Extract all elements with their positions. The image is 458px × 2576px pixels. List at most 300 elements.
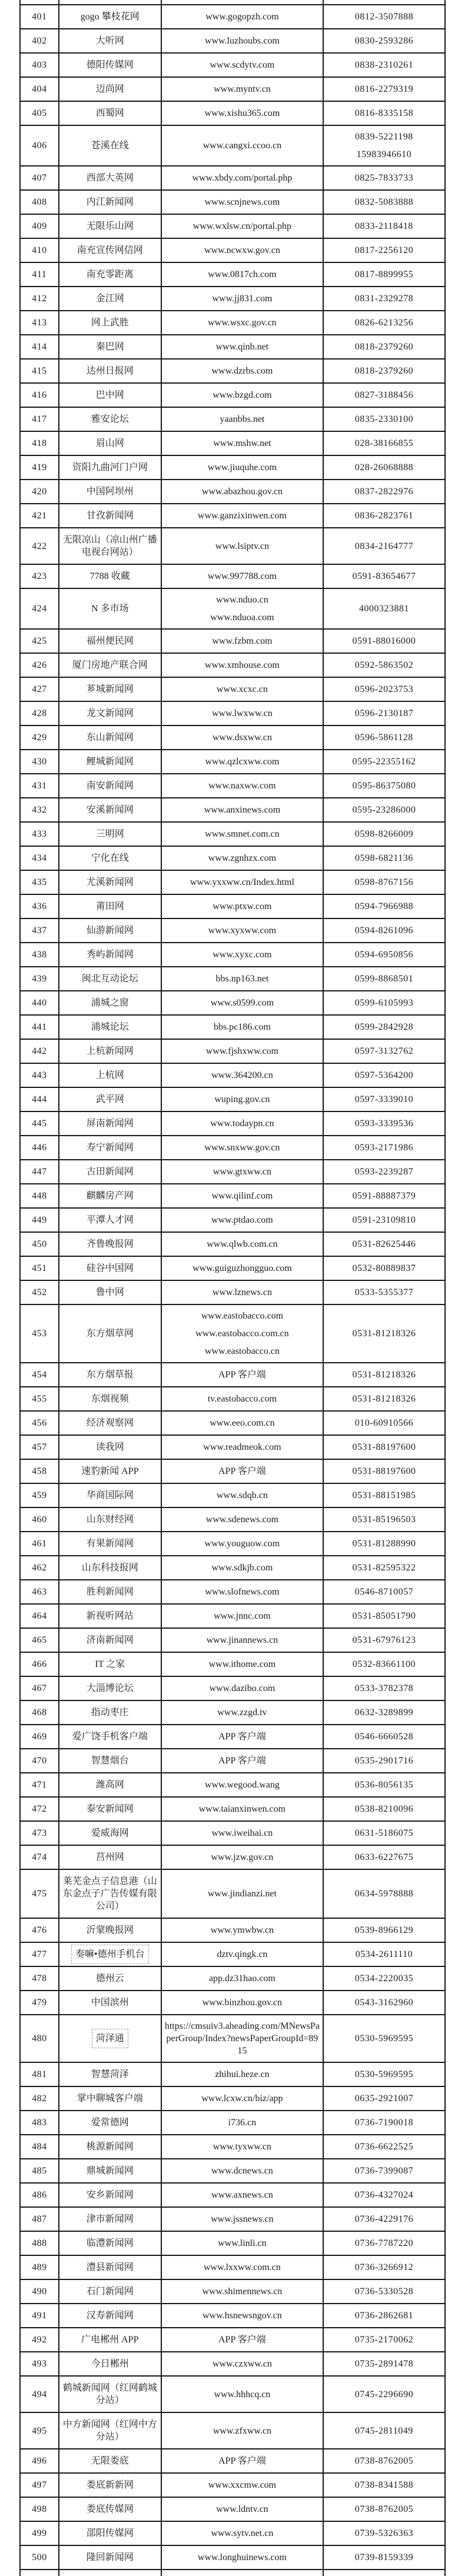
site-phone: 0594-6950856 [354, 950, 414, 960]
site-name-cell [59, 918, 161, 943]
site-url: zhihui.heze.cn [215, 2069, 270, 2079]
table-row [20, 1208, 445, 1232]
site-name: 邵阳传媒网 [86, 2528, 134, 2538]
site-phone-cell [323, 2159, 445, 2183]
site-name-cell [59, 2328, 161, 2352]
site-url: www.guiguzhongguo.com [193, 1263, 292, 1273]
site-phone: 0739-8159339 [354, 2552, 414, 2562]
table-row [20, 701, 445, 725]
site-name: 澧县新闻网 [86, 2262, 134, 2272]
site-url-cell [161, 1676, 323, 1700]
table-row [20, 1556, 445, 1580]
site-phone: 0596-2130187 [354, 708, 414, 718]
table-row [20, 101, 445, 125]
row-number: 465 [20, 1628, 59, 1652]
site-name: 华商国际网 [86, 1490, 134, 1500]
site-url: www.readmeok.com [203, 1442, 281, 1452]
site-name: 巴中网 [95, 390, 124, 400]
table-row [20, 1773, 445, 1797]
site-phone: 0532-83661100 [352, 1659, 416, 1669]
site-url-cell [161, 701, 323, 725]
site-url: www.lsiptv.cn [215, 541, 270, 551]
site-phone-cell [323, 1208, 445, 1232]
row-number: 427 [20, 677, 59, 701]
site-name-cell [59, 125, 161, 166]
site-phone-cell [323, 1507, 445, 1532]
site-url: tv.eastobacco.com [207, 1394, 277, 1404]
site-name: 莒州网 [95, 1852, 124, 1862]
site-url-cell [161, 1063, 323, 1087]
site-url-cell [161, 2412, 323, 2449]
site-url-cell [161, 2111, 323, 2135]
site-url-cell [161, 2352, 323, 2376]
site-name-cell [59, 894, 161, 918]
site-url: www.dsxww.cn [212, 733, 272, 743]
site-url: www.dazibo.com [209, 1683, 276, 1693]
site-url-cell [161, 125, 323, 166]
site-url: APP 客户端 [218, 1756, 266, 1766]
site-url: www.ganzixinwen.com [197, 511, 287, 521]
site-phone: 0543-3162960 [354, 1998, 414, 2008]
table-row [20, 588, 445, 629]
table-row [20, 238, 445, 262]
site-phone-cell [323, 1556, 445, 1580]
row-number: 401 [20, 5, 59, 29]
site-phone: 0634-5978888 [354, 1889, 414, 1899]
site-phone: 0596-2023753 [354, 684, 414, 694]
site-url-cell [161, 29, 323, 53]
site-url-cell [161, 5, 323, 29]
site-name-cell [59, 53, 161, 77]
site-name-cell [59, 2159, 161, 2183]
site-phone: 0530-5969595 [354, 2033, 414, 2044]
site-url: www.wxlsw.cn/portal.php [193, 221, 291, 231]
site-name-cell [59, 2352, 161, 2376]
site-phone: 0736-2862681 [354, 2311, 414, 2321]
site-url: www.sytv.net.cn [211, 2528, 274, 2538]
site-name-cell [59, 431, 161, 455]
table-row [20, 1676, 445, 1700]
row-number: 467 [20, 1676, 59, 1700]
site-phone-cell [323, 653, 445, 677]
site-name: 津市新闻网 [86, 2214, 134, 2224]
site-phone: 0598-6821136 [355, 853, 413, 863]
site-phone-cell [323, 588, 445, 629]
site-name-cell [59, 1556, 161, 1580]
site-phone: 0745-2811049 [355, 2425, 413, 2436]
row-number: 499 [20, 2521, 59, 2545]
table-row [20, 2062, 445, 2086]
site-phone-cell [323, 943, 445, 967]
row-number: 448 [20, 1184, 59, 1208]
site-phone-cell [323, 480, 445, 504]
table-row [20, 166, 445, 190]
table-row [20, 1483, 445, 1507]
site-url: www.youguow.com [204, 1539, 280, 1549]
site-phone: 0599-8868501 [354, 974, 414, 984]
table-row [20, 1700, 445, 1725]
site-name: 甘孜新闻网 [86, 511, 134, 521]
site-url: https://cmsuiv3.aheading.com/MNewsPaperGroup/Index?newsPaperGroupId=8915 [164, 2021, 320, 2056]
site-phone: 0736-4229176 [354, 2214, 414, 2224]
site-phone: 0736-4327024 [354, 2190, 414, 2200]
table-row [20, 1821, 445, 1845]
site-url: www.jnnc.com [214, 1611, 271, 1621]
site-name: 安乡新闻网 [86, 2190, 134, 2200]
site-url: www.binzhou.gov.cn [202, 1998, 282, 2008]
site-name: 娄底传媒网 [86, 2504, 134, 2514]
table-row [20, 1063, 445, 1087]
site-url-cell [161, 262, 323, 287]
row-number: 411 [20, 262, 59, 287]
site-name-cell [59, 2231, 161, 2255]
row-number: 406 [20, 125, 59, 166]
site-url: www.lznews.cn [212, 1287, 272, 1297]
site-phone-cell [323, 262, 445, 287]
site-phone: 0595-23286000 [352, 805, 416, 815]
site-name: 南安新闻网 [86, 781, 134, 791]
table-row [20, 2449, 445, 2473]
site-url-cell [161, 1256, 323, 1280]
table-row [20, 1966, 445, 1991]
table-row [20, 1304, 445, 1363]
site-url: www.nduo.cn [216, 595, 268, 605]
site-phone: 0595-22355162 [352, 757, 416, 767]
site-phone-cell [323, 190, 445, 214]
partial-cell [59, 2570, 161, 2576]
table-row [20, 311, 445, 335]
table-row [20, 1411, 445, 1435]
site-name: 经济观察网 [86, 1418, 134, 1428]
site-name-cell [59, 101, 161, 125]
site-name: gogo 攀枝花网 [80, 12, 140, 22]
site-phone-cell [323, 2328, 445, 2352]
row-number: 484 [20, 2135, 59, 2159]
site-name-cell [59, 1039, 161, 1063]
table-row [20, 1459, 445, 1483]
site-phone-cell [323, 2086, 445, 2111]
table-row [20, 383, 445, 407]
site-url-cell [161, 1556, 323, 1580]
site-phone-cell [323, 798, 445, 822]
site-url-cell [161, 1918, 323, 1942]
site-phone-cell [323, 1411, 445, 1435]
site-url: www.xyxc.com [213, 950, 272, 960]
site-name: 福州便民网 [86, 636, 134, 646]
table-row [20, 2521, 445, 2545]
site-url-cell [161, 1136, 323, 1160]
site-url-cell [161, 1015, 323, 1039]
site-url: APP 客户端 [218, 2456, 266, 2466]
row-number: 453 [20, 1304, 59, 1363]
site-name: 内江新闻网 [86, 197, 134, 207]
site-phone-cell [323, 2255, 445, 2279]
site-url: www.mshw.net [213, 438, 271, 448]
site-url: www.qlwb.com.cn [207, 1239, 278, 1249]
table-row [20, 1256, 445, 1280]
table-row [20, 359, 445, 383]
site-name: 智慧菏泽 [91, 2069, 129, 2079]
site-url-cell [161, 653, 323, 677]
site-name-cell [59, 1869, 161, 1918]
site-url: www.jinannews.cn [206, 1635, 278, 1645]
site-name-cell [59, 822, 161, 846]
site-phone-cell [323, 2111, 445, 2135]
site-phone-cell [323, 1459, 445, 1483]
site-name-cell [59, 2111, 161, 2135]
row-number: 454 [20, 1363, 59, 1387]
row-number: 481 [20, 2062, 59, 2086]
table-row [20, 1232, 445, 1256]
site-phone: 0825-7833733 [354, 173, 414, 183]
site-url: www.axnews.cn [211, 2190, 273, 2200]
site-url: www.shimennews.cn [202, 2287, 283, 2297]
site-name: 鼎城新闻网 [86, 2166, 134, 2176]
site-phone: 0631-5186075 [354, 1828, 414, 1838]
row-number: 493 [20, 2352, 59, 2376]
site-phone: 0531-81218326 [352, 1394, 416, 1404]
site-phone-cell [323, 2062, 445, 2086]
site-phone: 0830-2593286 [354, 36, 414, 46]
site-phone: 028-26068888 [354, 462, 414, 472]
site-url-cell [161, 822, 323, 846]
site-url: www.sdqb.cn [216, 1490, 268, 1500]
site-phone-cell [323, 1797, 445, 1821]
site-phone-cell [323, 214, 445, 238]
site-name-cell [59, 1604, 161, 1628]
site-name-cell [59, 1087, 161, 1111]
row-number: 443 [20, 1063, 59, 1087]
site-url: www.zfxww.cn [213, 2425, 271, 2436]
site-name: 爱广饶手机客户端 [72, 1732, 148, 1742]
site-url: www.sdenews.com [205, 1515, 279, 1525]
site-name-cell [59, 1483, 161, 1507]
site-url-cell [161, 2497, 323, 2521]
site-url: www.dcnews.cn [211, 2166, 273, 2176]
site-name-cell [59, 2412, 161, 2449]
table-row [20, 1580, 445, 1604]
site-url: www.fzbm.com [212, 636, 273, 646]
row-number: 480 [20, 2015, 59, 2062]
site-url: www.ptxw.com [213, 901, 272, 911]
row-number: 405 [20, 101, 59, 125]
table-row [20, 2497, 445, 2521]
site-url-cell [161, 943, 323, 967]
site-phone-cell [323, 629, 445, 653]
row-number: 433 [20, 822, 59, 846]
table-row [20, 1087, 445, 1111]
site-phone: 0539-8966129 [354, 1925, 414, 1935]
site-url-cell [161, 1604, 323, 1628]
site-url-cell [161, 2304, 323, 2328]
site-phone-cell [323, 2412, 445, 2449]
row-number: 425 [20, 629, 59, 653]
site-url: bbs.np163.net [215, 974, 269, 984]
site-name: 南充零距离 [86, 269, 134, 279]
row-number: 430 [20, 750, 59, 774]
table-row [20, 943, 445, 967]
site-url: dztv.qingk.cn [217, 1949, 268, 1959]
row-number: 494 [20, 2376, 59, 2412]
row-number: 478 [20, 1966, 59, 1991]
partial-row-bottom [20, 2570, 445, 2576]
site-name: 麒麟房产网 [86, 1191, 134, 1201]
table-row [20, 629, 445, 653]
site-phone: 0745-2296690 [354, 2389, 414, 2399]
row-number: 441 [20, 1015, 59, 1039]
site-phone-cell [323, 1918, 445, 1942]
site-name: 桃源新闻网 [86, 2142, 134, 2152]
site-phone-cell [323, 2135, 445, 2159]
site-phone: 0598-8767156 [354, 877, 414, 887]
site-url-cell [161, 2328, 323, 2352]
site-url-cell [161, 2521, 323, 2545]
row-number: 439 [20, 967, 59, 991]
site-name: 东烟视频 [91, 1394, 129, 1404]
site-phone: 0817-8899955 [354, 269, 414, 279]
site-name: 金江网 [95, 294, 124, 304]
site-phone-cell [323, 2497, 445, 2521]
site-url-cell [161, 2207, 323, 2231]
site-url: www.lxxww.com.cn [203, 2262, 281, 2272]
table-row [20, 798, 445, 822]
site-name-cell [59, 1232, 161, 1256]
table-body [20, 0, 445, 2576]
site-url-cell [161, 1304, 323, 1363]
site-url-cell [161, 480, 323, 504]
websites-table [19, 0, 446, 2576]
site-phone: 0736-7399087 [354, 2166, 414, 2176]
partial-cell [323, 2570, 445, 2576]
site-phone-cell [323, 359, 445, 383]
table-row [20, 1991, 445, 2015]
table-row [20, 725, 445, 750]
site-name: N 多市场 [91, 604, 129, 614]
site-name-cell [59, 504, 161, 528]
row-number: 500 [20, 2545, 59, 2570]
table-row [20, 750, 445, 774]
site-phone-cell [323, 2207, 445, 2231]
site-url-cell [161, 774, 323, 798]
site-url-cell [161, 2279, 323, 2304]
table-row [20, 480, 445, 504]
site-name: 泰安新闻网 [86, 1804, 134, 1814]
site-phone-cell [323, 1532, 445, 1556]
site-url: www.anxinews.com [204, 805, 281, 815]
row-number: 488 [20, 2231, 59, 2255]
site-url-cell [161, 967, 323, 991]
row-number: 466 [20, 1652, 59, 1676]
site-url-cell [161, 1628, 323, 1652]
row-number: 420 [20, 480, 59, 504]
site-phone: 0531-82625446 [352, 1239, 416, 1249]
site-url: www.wsxc.gov.cn [208, 318, 277, 328]
site-phone: 0531-81288990 [352, 1539, 416, 1549]
row-number: 412 [20, 287, 59, 311]
site-phone-cell [323, 77, 445, 101]
site-name-cell [59, 564, 161, 588]
site-name-cell [59, 870, 161, 894]
row-number: 446 [20, 1136, 59, 1160]
site-phone-cell [323, 725, 445, 750]
row-number: 497 [20, 2473, 59, 2497]
site-name: 网上武胜 [91, 318, 129, 328]
site-phone: 0531-67976123 [352, 1635, 416, 1645]
site-name: 大淄博论坛 [86, 1683, 134, 1693]
table-row [20, 2207, 445, 2231]
site-url-cell [161, 798, 323, 822]
site-phone-cell [323, 504, 445, 528]
site-name-cell [59, 1749, 161, 1773]
site-url-cell [161, 1111, 323, 1136]
site-name: 西蜀网 [95, 108, 124, 118]
site-phone: 0536-8056135 [354, 1780, 414, 1790]
site-name: 奏嘛•德州手机台 [74, 1948, 146, 1961]
site-name-cell [59, 383, 161, 407]
table-row [20, 2328, 445, 2352]
site-phone: 0826-6213256 [354, 318, 414, 328]
site-name-cell [59, 629, 161, 653]
row-number: 476 [20, 1918, 59, 1942]
site-url-cell [161, 2449, 323, 2473]
site-name: 沂蒙晚报网 [86, 1925, 134, 1935]
table-row [20, 2255, 445, 2279]
table-row [20, 1918, 445, 1942]
site-phone-cell [323, 1435, 445, 1459]
table-row [20, 53, 445, 77]
row-number: 485 [20, 2159, 59, 2183]
row-number: 414 [20, 335, 59, 359]
site-phone: 0838-2310261 [354, 60, 414, 70]
site-name: 无限娄底 [91, 2456, 129, 2466]
site-phone-cell [323, 238, 445, 262]
table-row [20, 335, 445, 359]
site-phone-cell [323, 5, 445, 29]
table-row [20, 653, 445, 677]
row-number: 429 [20, 725, 59, 750]
site-url: www.ymwbw.cn [210, 1925, 274, 1935]
site-phone: 0816-2279319 [354, 84, 414, 94]
site-url-cell [161, 1749, 323, 1773]
site-url-cell [161, 214, 323, 238]
site-phone: 0812-3507888 [354, 12, 414, 22]
site-url-cell [161, 1160, 323, 1184]
site-phone-cell [323, 677, 445, 701]
site-name: 东山新闻网 [86, 733, 134, 743]
site-phone: 0599-2842928 [354, 1022, 414, 1032]
site-url-cell [161, 2086, 323, 2111]
site-name-cell [59, 1845, 161, 1869]
site-name-cell [59, 214, 161, 238]
table-row [20, 29, 445, 53]
site-phone-cell [323, 701, 445, 725]
site-name: 芗城新闻网 [86, 684, 134, 694]
site-phone-cell [323, 1063, 445, 1087]
site-phone-cell [323, 1966, 445, 1991]
site-url: www.xmhouse.com [204, 660, 280, 670]
partial-row-top [20, 0, 445, 5]
site-name: 上杭新闻网 [86, 1046, 134, 1056]
site-phone: 010-60910566 [354, 1418, 414, 1428]
row-number: 489 [20, 2255, 59, 2279]
table-row [20, 77, 445, 101]
site-name: 上杭网 [95, 1070, 124, 1080]
site-url-cell [161, 2473, 323, 2497]
site-url: www.eastobacco.com [201, 1311, 284, 1321]
site-phone-cell [323, 1280, 445, 1304]
site-name: 潍高网 [95, 1780, 124, 1790]
site-phone-cell [323, 1991, 445, 2015]
